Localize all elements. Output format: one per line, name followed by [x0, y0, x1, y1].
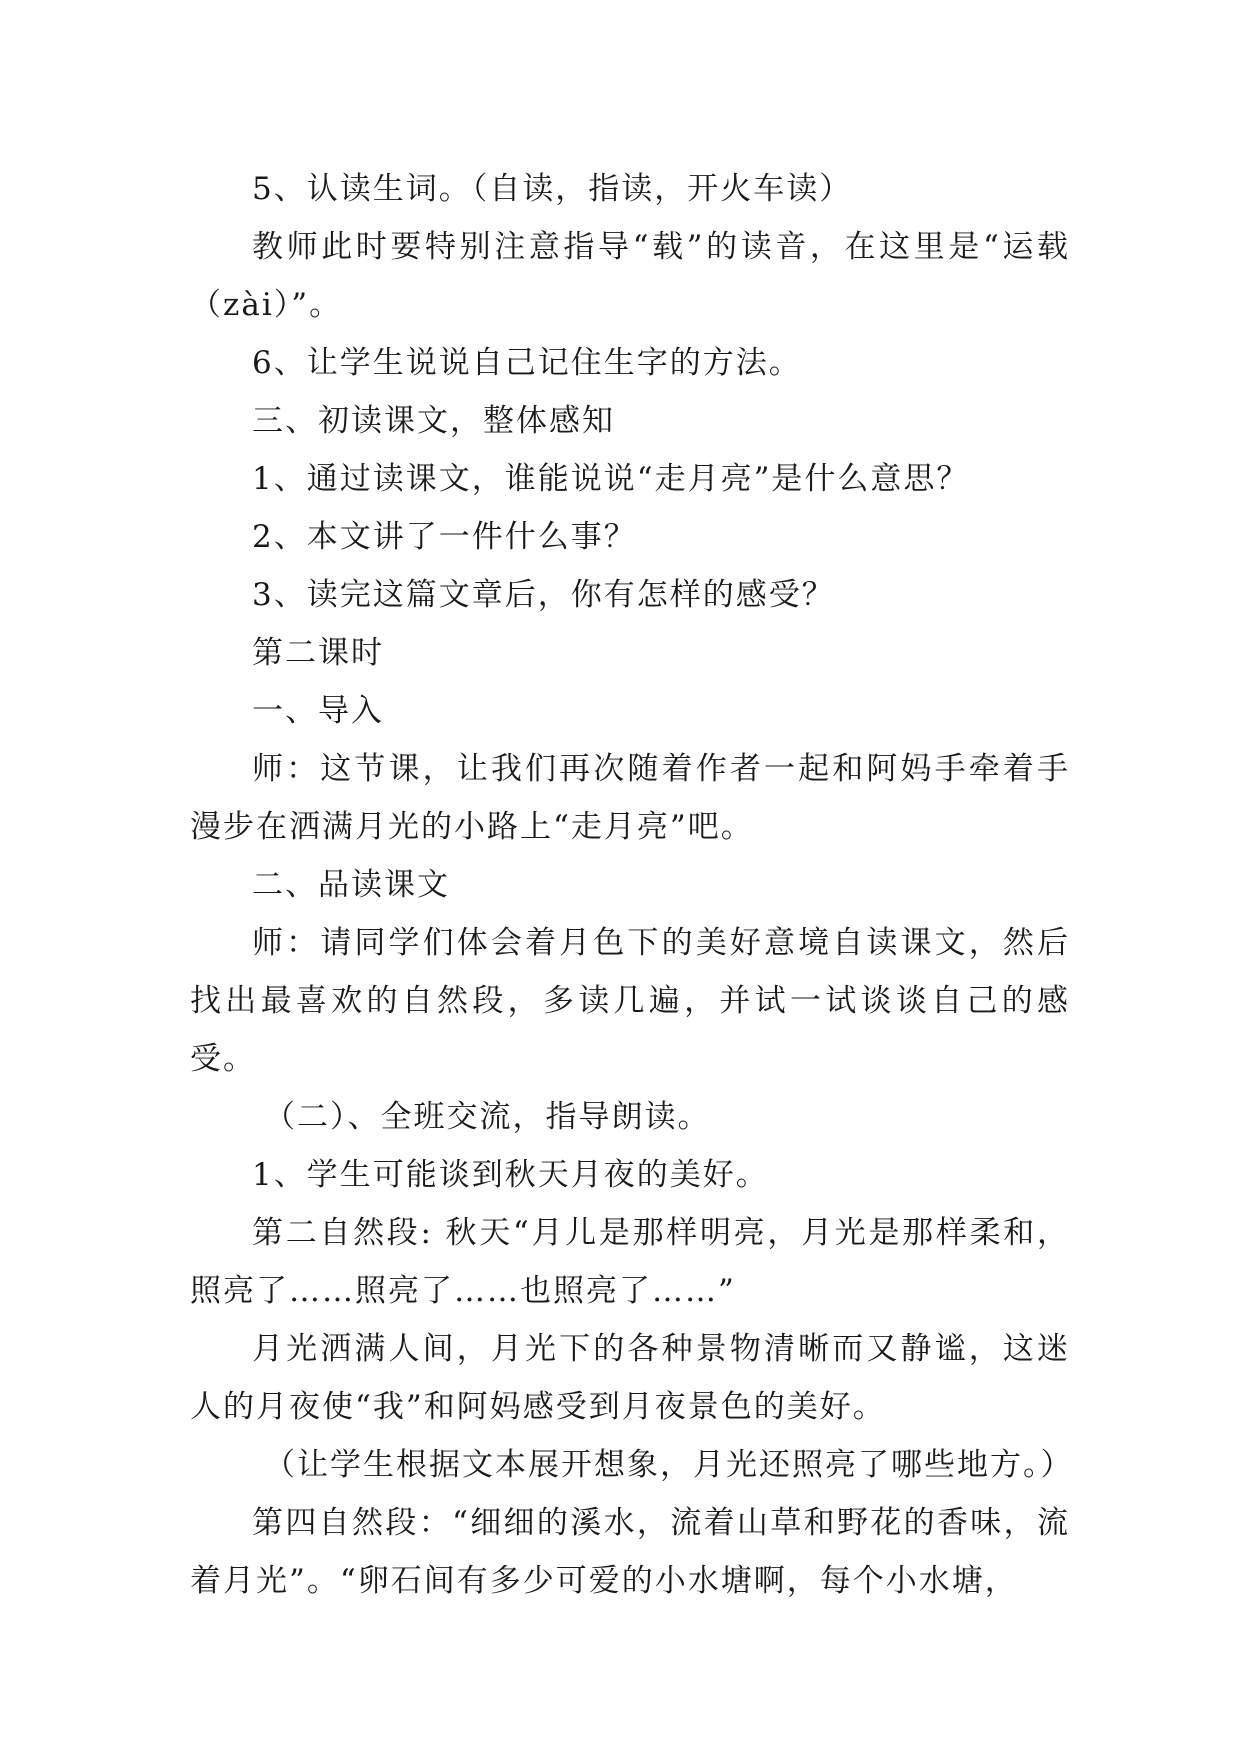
paragraph-vocab-reading: 5、认读生词。（自读，指读，开火车读）: [252, 171, 853, 207]
document-body: [190, 160, 1074, 1610]
question-feeling: 3、读完这篇文章后，你有怎样的感受？: [252, 577, 835, 613]
question-meaning: 1、通过读课文，谁能说说“走月亮”是什么意思？: [252, 461, 970, 497]
section-heading-intro: 一、导入: [252, 693, 384, 729]
lesson-heading-second: 第二课时: [252, 635, 384, 671]
paragraph-memory-method: 6、让学生说说自己记住生字的方法。: [252, 345, 802, 381]
question-story: 2、本文讲了一件什么事？: [252, 519, 637, 555]
paragraph-teacher-intro: 师：这节课，让我们再次随着作者一起和阿妈手牵着手漫步在洒满月光的小路上“走月亮”吧。: [190, 751, 1070, 845]
paragraph-pronunciation-note: 教师此时要特别注意指导“载”的读音，在这里是“运载（zài）”。: [190, 229, 1070, 323]
paragraph-imagination: （让学生根据文本展开想象，月光还照亮了哪些地方。）: [264, 1447, 1074, 1483]
paragraph-moonlight: 月光洒满人间，月光下的各种景物清晰而又静谧，这迷人的月夜使“我”和阿妈感受到月夜景色的美好。: [190, 1331, 1070, 1425]
section-heading-first-reading: 三、初读课文，整体感知: [252, 403, 615, 439]
paragraph-second-section: 第二自然段: 秋天“月儿是那样明亮，月光是那样柔和，照亮了……照亮了……也照亮了……”: [190, 1215, 1070, 1309]
paragraph-teacher-instruction: 师：请同学们体会着月色下的美好意境自读课文，然后找出最喜欢的自然段，多读几遍，并试一试谈谈自己的感受。: [190, 925, 1070, 1077]
paragraph-autumn-night: 1、学生可能谈到秋天月夜的美好。: [252, 1157, 769, 1193]
section-heading-class-discussion: （二）、全班交流，指导朗读。: [264, 1099, 711, 1135]
paragraph-fourth-section: 第四自然段：“细细的溪水，流着山草和野花的香味，流着月光”。“卵石间有多少可爱的小水塘啊，每个小水塘，: [190, 1505, 1070, 1599]
section-heading-close-reading: 二、品读课文: [252, 867, 450, 903]
